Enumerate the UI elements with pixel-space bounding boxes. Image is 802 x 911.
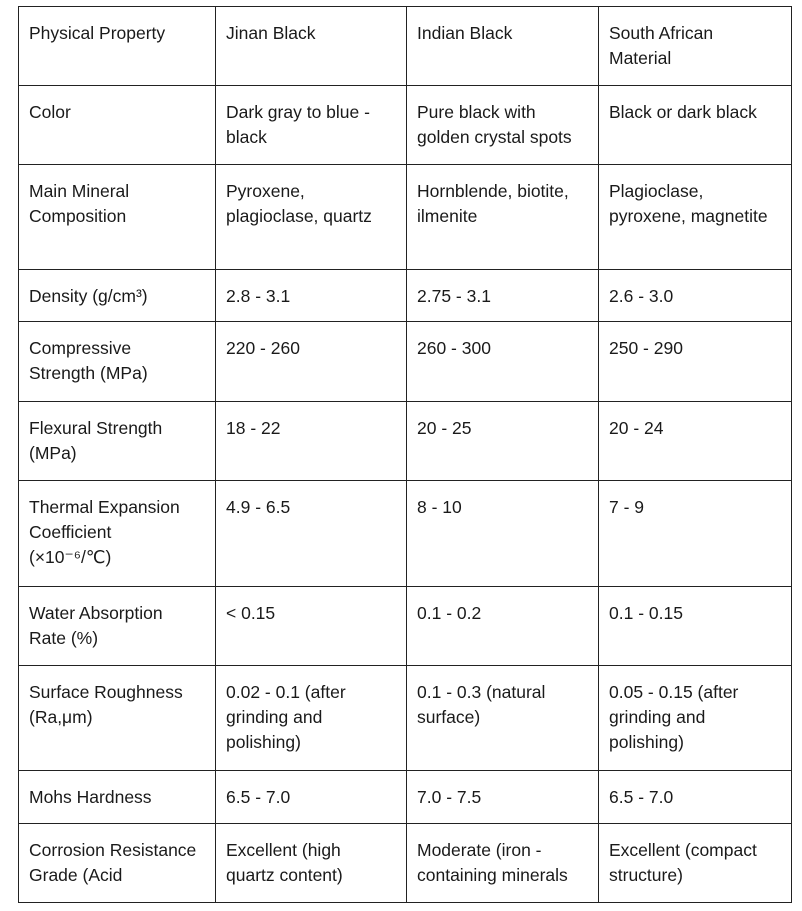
table-cell: 260 - 300 <box>407 322 599 402</box>
header-cell: Jinan Black <box>216 7 407 86</box>
row-label-cell: Water Absorption Rate (%) <box>19 587 216 666</box>
table-row <box>19 270 792 322</box>
table-cell: < 0.15 <box>216 587 407 666</box>
table-cell: 220 - 260 <box>216 322 407 402</box>
row-label-cell: Density (g/cm³) <box>19 270 216 322</box>
table-cell: 0.1 - 0.3 (natural surface) <box>407 666 599 771</box>
table-cell: Moderate (iron - containing minerals <box>407 824 599 903</box>
row-label-cell: Surface Roughness (Ra,μm) <box>19 666 216 771</box>
table-row <box>19 771 792 824</box>
table-cell: 7.0 - 7.5 <box>407 771 599 824</box>
table-row <box>19 402 792 481</box>
header-cell: South African Material <box>599 7 792 86</box>
table-cell: 7 - 9 <box>599 481 792 587</box>
table-cell: 8 - 10 <box>407 481 599 587</box>
table-cell: 250 - 290 <box>599 322 792 402</box>
row-label-cell: Mohs Hardness <box>19 771 216 824</box>
table-cell: 20 - 24 <box>599 402 792 481</box>
row-label-cell: Corrosion Resistance Grade (Acid <box>19 824 216 903</box>
table-row <box>19 322 792 402</box>
table-cell: 2.75 - 3.1 <box>407 270 599 322</box>
row-label-cell: Compressive Strength (MPa) <box>19 322 216 402</box>
header-cell: Physical Property <box>19 7 216 86</box>
table-cell: Pure black with golden crystal spots <box>407 86 599 165</box>
header-cell: Indian Black <box>407 7 599 86</box>
table-row <box>19 666 792 771</box>
table-cell: Excellent (high quartz content) <box>216 824 407 903</box>
table-cell: Pyroxene, plagioclase, quartz <box>216 165 407 270</box>
table-row <box>19 165 792 270</box>
table-cell: 0.05 - 0.15 (after grinding and polishing) <box>599 666 792 771</box>
table-cell: Hornblende, biotite, ilmenite <box>407 165 599 270</box>
row-label-cell: Color <box>19 86 216 165</box>
row-label-cell: Main Mineral Composition <box>19 165 216 270</box>
table-cell: 4.9 - 6.5 <box>216 481 407 587</box>
table-row <box>19 824 792 903</box>
table-cell: 18 - 22 <box>216 402 407 481</box>
table-header-row <box>19 7 792 86</box>
table-row <box>19 86 792 165</box>
table-row <box>19 587 792 666</box>
row-label-cell: Thermal Expansion Coefficient (×10⁻⁶/℃) <box>19 481 216 587</box>
table-cell: 6.5 - 7.0 <box>216 771 407 824</box>
table-cell: Dark gray to blue - black <box>216 86 407 165</box>
property-comparison-table <box>18 6 792 903</box>
table-cell: 2.8 - 3.1 <box>216 270 407 322</box>
table-cell: Plagioclase, pyroxene, magnetite <box>599 165 792 270</box>
table-cell: Excellent (compact structure) <box>599 824 792 903</box>
table-cell: 2.6 - 3.0 <box>599 270 792 322</box>
table-cell: 20 - 25 <box>407 402 599 481</box>
row-label-cell: Flexural Strength (MPa) <box>19 402 216 481</box>
table-cell: Black or dark black <box>599 86 792 165</box>
table-cell: 0.1 - 0.2 <box>407 587 599 666</box>
table-cell: 0.02 - 0.1 (after grinding and polishing) <box>216 666 407 771</box>
table-cell: 6.5 - 7.0 <box>599 771 792 824</box>
table-cell: 0.1 - 0.15 <box>599 587 792 666</box>
table-row <box>19 481 792 587</box>
